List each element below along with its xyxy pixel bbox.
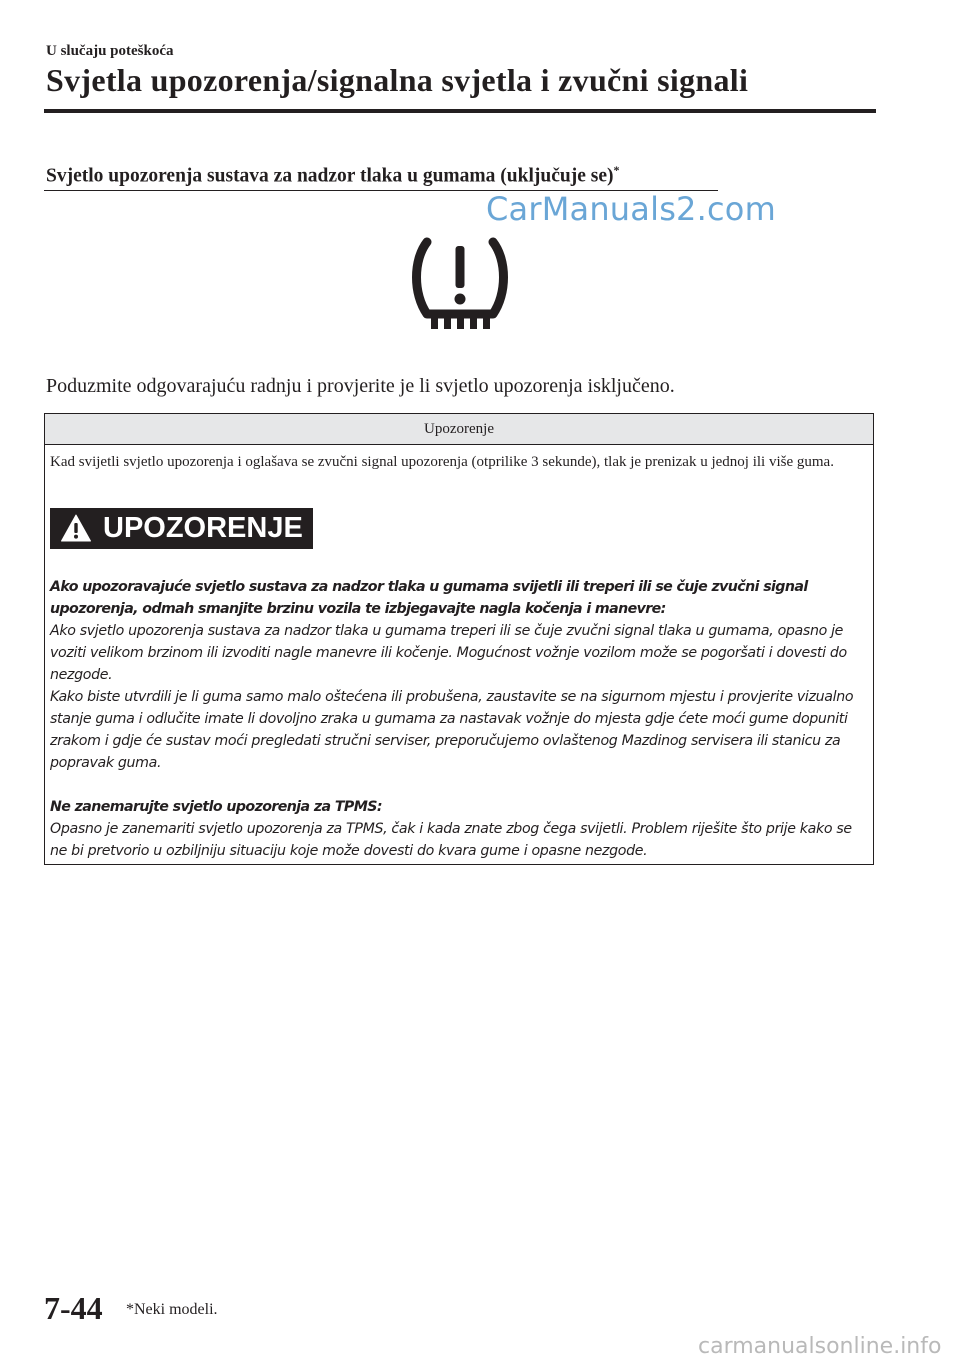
warning2-heading: Ne zanemarujte svjetlo upozorenja za TPMS: (50, 799, 382, 815)
watermark-top[interactable]: CarManuals2.com (486, 190, 776, 228)
tpms-warning-icon (407, 236, 513, 332)
warning-triangle-icon (60, 513, 92, 543)
warning-box (44, 413, 874, 865)
intro-text: Poduzmite odgovarajuću radnju i provjerite je li svjetlo upozorenja isključeno. (46, 375, 675, 397)
warning-box-text: Kad svijetli svjetlo upozorenja i oglašava se zvučni signal upozorenja (otprilike 3 sekunde), tlak je prenizak u jednoj ili više guma. (50, 454, 834, 470)
section-heading-text: Svjetlo upozorenja sustava za nadzor tlaka u gumama (uključuje se) (46, 165, 614, 187)
title-rule (44, 109, 876, 113)
warning-badge-label: UPOZORENJE (103, 512, 303, 544)
warning-box-header: Upozorenje (45, 414, 873, 445)
footnote: *Neki modeli. (126, 1301, 218, 1318)
watermark-bottom[interactable]: carmanualsonline.info (698, 1334, 942, 1359)
section-heading (46, 163, 620, 188)
page-number: 7-44 (44, 1290, 103, 1326)
warning1-heading: Ako upozoravajuće svjetlo sustava za nadzor tlaka u gumama svijetli ili treperi ili se čuje zvučni signal upozorenja, odmah smanjite brzinu vozila te izbjegavajte nagla kočenja i manevre: (50, 579, 808, 617)
section-heading-marker: * (613, 163, 620, 177)
warning1-body-2: Kako biste utvrdili je li guma samo malo oštećena ili probušena, zaustavite se na sigurnom mjestu i provjerite vizualno stanje guma i odlučite imate li dovoljno zraka u gumama za nastavak vožnje do mjesta gdje ćete moći gume dopuniti zrakom i gdje će sustav moći pregledati stručni serviser, preporučujemo ovlaštenog Mazdinog servisera ili stanicu za popravak guma. (50, 689, 854, 771)
warning2-body: Opasno je zanemariti svjetlo upozorenja za TPMS, čak i kada znate zbog čega svijetli. Problem riješite što prije kako se ne bi pretvorio u ozbiljniju situaciju koje može dovesti do kvara gume i opasne nezgode. (50, 821, 852, 859)
warning1-body-1: Ako svjetlo upozorenja sustava za nadzor tlaka u gumama treperi ili se čuje zvučni signal tlaka u gumama, opasno je voziti velikom brzinom ili izvoditi nagle manevre ili kočenje. Mogućnost vožnje vozilom može se pogoršati i dovesti do nezgode. (50, 623, 847, 683)
page-title: Svjetla upozorenja/signalna svjetla i zvučni signali (46, 62, 749, 98)
warning-badge (50, 508, 313, 549)
chapter-label: U slučaju poteškoća (46, 43, 174, 59)
